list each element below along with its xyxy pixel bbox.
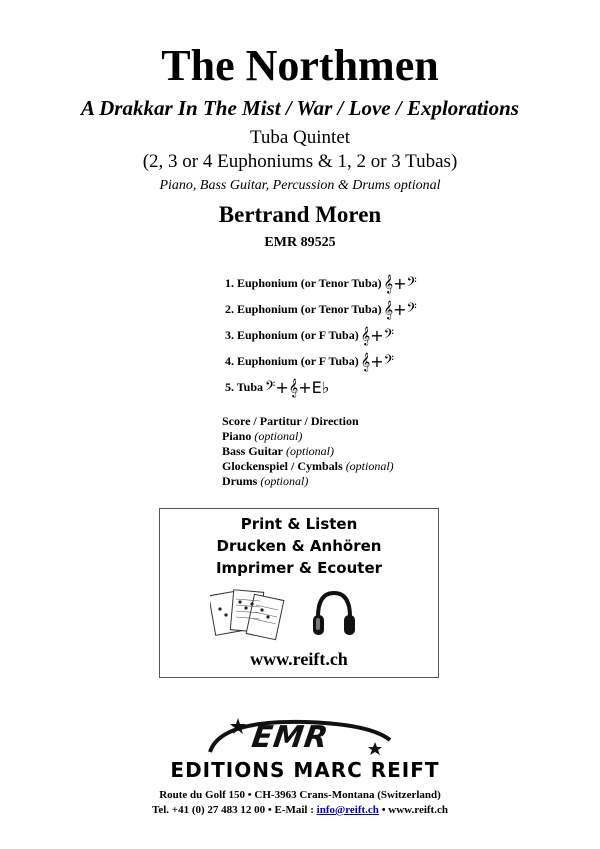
extra-label: Piano xyxy=(222,429,252,443)
extra-item xyxy=(222,444,394,459)
catalog-number: EMR 89525 xyxy=(264,235,336,250)
part-label: 4. Euphonium (or F Tuba) xyxy=(225,354,359,368)
headphones-icon xyxy=(310,587,358,642)
clef-icon: 𝄞+𝄢 xyxy=(360,352,394,371)
part-label: 2. Euphonium (or Tenor Tuba) xyxy=(225,302,382,316)
publisher-contact xyxy=(0,803,600,817)
publisher-name: EDITIONS MARC REIFT xyxy=(170,758,440,782)
web-text: • www.reift.ch xyxy=(378,804,448,816)
phone-text: Tel. +41 (0) 27 483 12 00 • E-Mail : xyxy=(152,804,317,816)
sheet-music-icon xyxy=(210,587,285,642)
email-link[interactable]: info@reift.ch xyxy=(316,804,379,816)
emr-logo xyxy=(160,712,450,787)
extra-item xyxy=(222,474,394,489)
extra-item xyxy=(222,414,394,429)
extra-label: Bass Guitar xyxy=(222,444,284,458)
print-listen-box[interactable] xyxy=(159,508,439,678)
part-item xyxy=(225,300,417,326)
website-link[interactable]: www.reift.ch xyxy=(250,649,348,669)
promo-line-2: Drucken & Anhören xyxy=(216,537,382,555)
part-item xyxy=(225,274,417,300)
extra-item xyxy=(222,459,394,474)
page-title: The Northmen xyxy=(161,41,439,90)
publisher-address: Route du Golf 150 • CH-3963 Crans-Montana (Switzerland) xyxy=(159,789,441,801)
extra-label: Drums xyxy=(222,474,258,488)
extra-label: Score / Partitur / Direction xyxy=(222,414,359,428)
extras-list xyxy=(222,414,394,489)
promo-line-3: Imprimer & Ecouter xyxy=(215,559,383,577)
clef-icon: 𝄞+𝄢 xyxy=(383,274,417,293)
extra-item xyxy=(222,429,394,444)
extra-note: (optional) xyxy=(286,444,335,458)
subtitle: A Drakkar In The Mist / War / Love / Explorations xyxy=(81,96,519,120)
extra-note: (optional) xyxy=(254,429,303,443)
part-item xyxy=(225,378,417,404)
composer: Bertrand Moren xyxy=(218,202,382,227)
part-label: 1. Euphonium (or Tenor Tuba) xyxy=(225,276,382,290)
part-item xyxy=(225,352,417,378)
clef-icon: 𝄞+𝄢 xyxy=(383,300,417,319)
extra-note: (optional) xyxy=(345,459,394,473)
clef-icon: 𝄢+𝄞+E♭ xyxy=(265,378,330,397)
clef-icon: 𝄞+𝄢 xyxy=(360,326,394,345)
extra-note: (optional) xyxy=(260,474,309,488)
promo-line-1: Print & Listen xyxy=(240,515,358,533)
ensemble: Tuba Quintet xyxy=(249,127,351,148)
parts-list xyxy=(225,274,417,404)
instrumentation: (2, 3 or 4 Euphoniums & 1, 2 or 3 Tubas) xyxy=(142,151,458,172)
part-label: 3. Euphonium (or F Tuba) xyxy=(225,328,359,342)
part-label: 5. Tuba xyxy=(225,380,264,394)
optional-instruments: Piano, Bass Guitar, Percussion & Drums optional xyxy=(159,178,441,193)
part-item xyxy=(225,326,417,352)
extra-label: Glockenspiel / Cymbals xyxy=(222,459,343,473)
emr-logo-text: EMR xyxy=(249,720,331,755)
